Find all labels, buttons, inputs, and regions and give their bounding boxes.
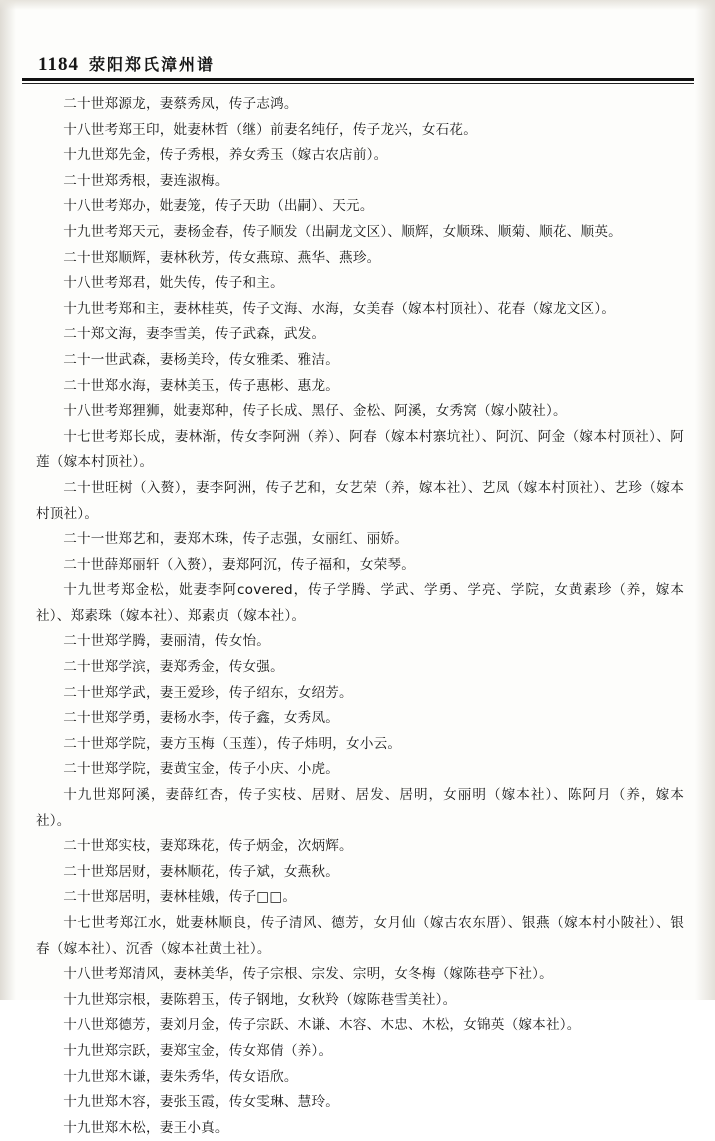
genealogy-entry: 二十世郑学院，妻黄宝金，传子小庆、小虎。 <box>63 761 340 778</box>
genealogy-entry: 二十世郑学勇，妻杨水李，传子鑫，女秀凤。 <box>63 710 340 727</box>
genealogy-entry: 十九世郑木容，妻张玉霞，传女雯琳、慧玲。 <box>63 1094 340 1111</box>
running-title: 荥阳郑氏漳州谱 <box>88 55 215 74</box>
genealogy-entry: 十八世郑德芳，妻刘月金，传子宗跃、木谦、木容、木忠、木松，女锦英（嫁本社）。 <box>63 1017 581 1034</box>
genealogy-entry: 二十一世郑艺和，妻郑木珠，传子志强，女丽红、丽娇。 <box>63 531 409 548</box>
genealogy-entry: 二十世薛郑丽轩（入赘），妻郑阿沉，传子福和，女荣琴。 <box>63 556 416 573</box>
genealogy-entry: 十八世考郑君，妣失传，传子和主。 <box>63 275 284 292</box>
scan-edge-shadow-right <box>695 0 715 1000</box>
page-body <box>36 92 684 1141</box>
genealogy-entry: 十九世郑先金，传子秀根，养女秀玉（嫁古农店前）。 <box>63 147 388 164</box>
genealogy-entry: 二十世郑顺辉，妻林秋芳，传女燕琼、燕华、燕珍。 <box>63 249 381 266</box>
genealogy-entry: 十七世考郑江水，妣妻林顺良，传子清风、德芳，女月仙（嫁古农东厝）、银燕（嫁本村小陂社）、银春（嫁本社）、沉香（嫁本社黄土社）。 <box>36 915 684 957</box>
genealogy-entry: 十九世郑木谦，妻朱秀华，传女语欣。 <box>63 1068 298 1085</box>
folio-number: 1184 <box>38 54 79 75</box>
genealogy-entry: 十九世郑木松，妻王小真。 <box>63 1119 229 1136</box>
genealogy-entry: 二十世郑学武，妻王爱珍，传子绍东，女绍芳。 <box>63 684 353 701</box>
header-rule-thick <box>22 78 694 81</box>
genealogy-entry: 十九世考郑天元，妻杨金春，传子顺发（出嗣龙文区）、顺辉，女顺珠、顺菊、顺花、顺英。 <box>63 223 622 240</box>
scan-edge-shadow-left <box>0 0 16 1000</box>
genealogy-entry: 十八世考郑办，妣妻笼，传子天助（出嗣）、天元。 <box>63 198 374 215</box>
genealogy-entry: 十七世考郑长成，妻林渐，传女李阿洲（养）、阿春（嫁本村寨坑社）、阿沉、阿金（嫁本村顶社）、阿莲（嫁本村顶社）。 <box>36 428 684 471</box>
genealogy-entry: 二十世郑居明，妻林桂娥，传子□□。 <box>63 889 297 906</box>
genealogy-entry: 十九世考郑和主，妻林桂英，传子文海、水海，女美春（嫁本村顶社）、花春（嫁龙文区）。 <box>63 300 616 317</box>
header-rule-thin <box>22 83 694 84</box>
genealogy-entry: 十八世考郑狸狮，妣妻郑种，传子长成、黑仔、金松、阿溪，女秀窝（嫁小陂社）。 <box>63 403 567 420</box>
genealogy-entry: 二十世郑秀根，妻连淑梅。 <box>63 172 229 189</box>
genealogy-entry: 二十郑文海，妻李雪美，传子武森，武发。 <box>63 326 326 343</box>
genealogy-entry: 二十世郑学腾，妻丽清，传女怡。 <box>63 633 271 650</box>
genealogy-entry: 十九世郑宗跃，妻郑宝金，传女郑倩（养）。 <box>63 1042 333 1059</box>
genealogy-entry: 二十世郑学院，妻方玉梅（玉莲），传子炜明，女小云。 <box>63 735 402 752</box>
genealogy-entry: 二十世郑学滨，妻郑秀金，传女强。 <box>63 659 284 676</box>
genealogy-entry: 二十世旺树（入赘），妻李阿洲，传子艺和，女艺荣（养，嫁本社）、艺凤（嫁本村顶社）、艺珍（嫁本村顶社）。 <box>36 479 684 522</box>
genealogy-entry: 十九世考郑金松，妣妻李阿covered，传子学腾、学武、学勇、学亮、学院，女黄素珍（养，嫁本社）、郑素珠（嫁本社）、郑素贞（嫁本社）。 <box>36 582 684 624</box>
genealogy-entry: 二十世郑水海，妻林美玉，传子惠彬、惠龙。 <box>63 377 340 394</box>
genealogy-entry: 二十世郑源龙，妻蔡秀凤，传子志鸿。 <box>63 96 298 112</box>
genealogy-entry: 二十世郑居财，妻林顺花，传子斌，女燕秋。 <box>63 863 340 880</box>
genealogy-entry: 二十世郑实枝，妻郑珠花，传子炳金，次炳辉。 <box>63 838 353 855</box>
page-header <box>38 40 678 74</box>
genealogy-entry: 十九世郑阿溪，妻薛红杏，传子实枝、居财、居发、居明，女丽明（嫁本社）、陈阿月（养，嫁本社）。 <box>36 787 684 829</box>
genealogy-entry: 十八世考郑清风，妻林美华，传子宗根、宗发、宗明，女冬梅（嫁陈巷亭下社）。 <box>63 966 553 983</box>
genealogy-entry: 十九世郑宗根，妻陈碧玉，传子钢地，女秋羚（嫁陈巷雪美社）。 <box>63 991 457 1008</box>
genealogy-entry: 十八世考郑王印，妣妻林哲（继）前妻名纯仔，传子龙兴，女石花。 <box>63 121 477 138</box>
genealogy-entry: 二十一世武森，妻杨美玲，传女雅柔、雅洁。 <box>63 351 340 368</box>
scan-edge-shadow-top <box>0 0 715 10</box>
